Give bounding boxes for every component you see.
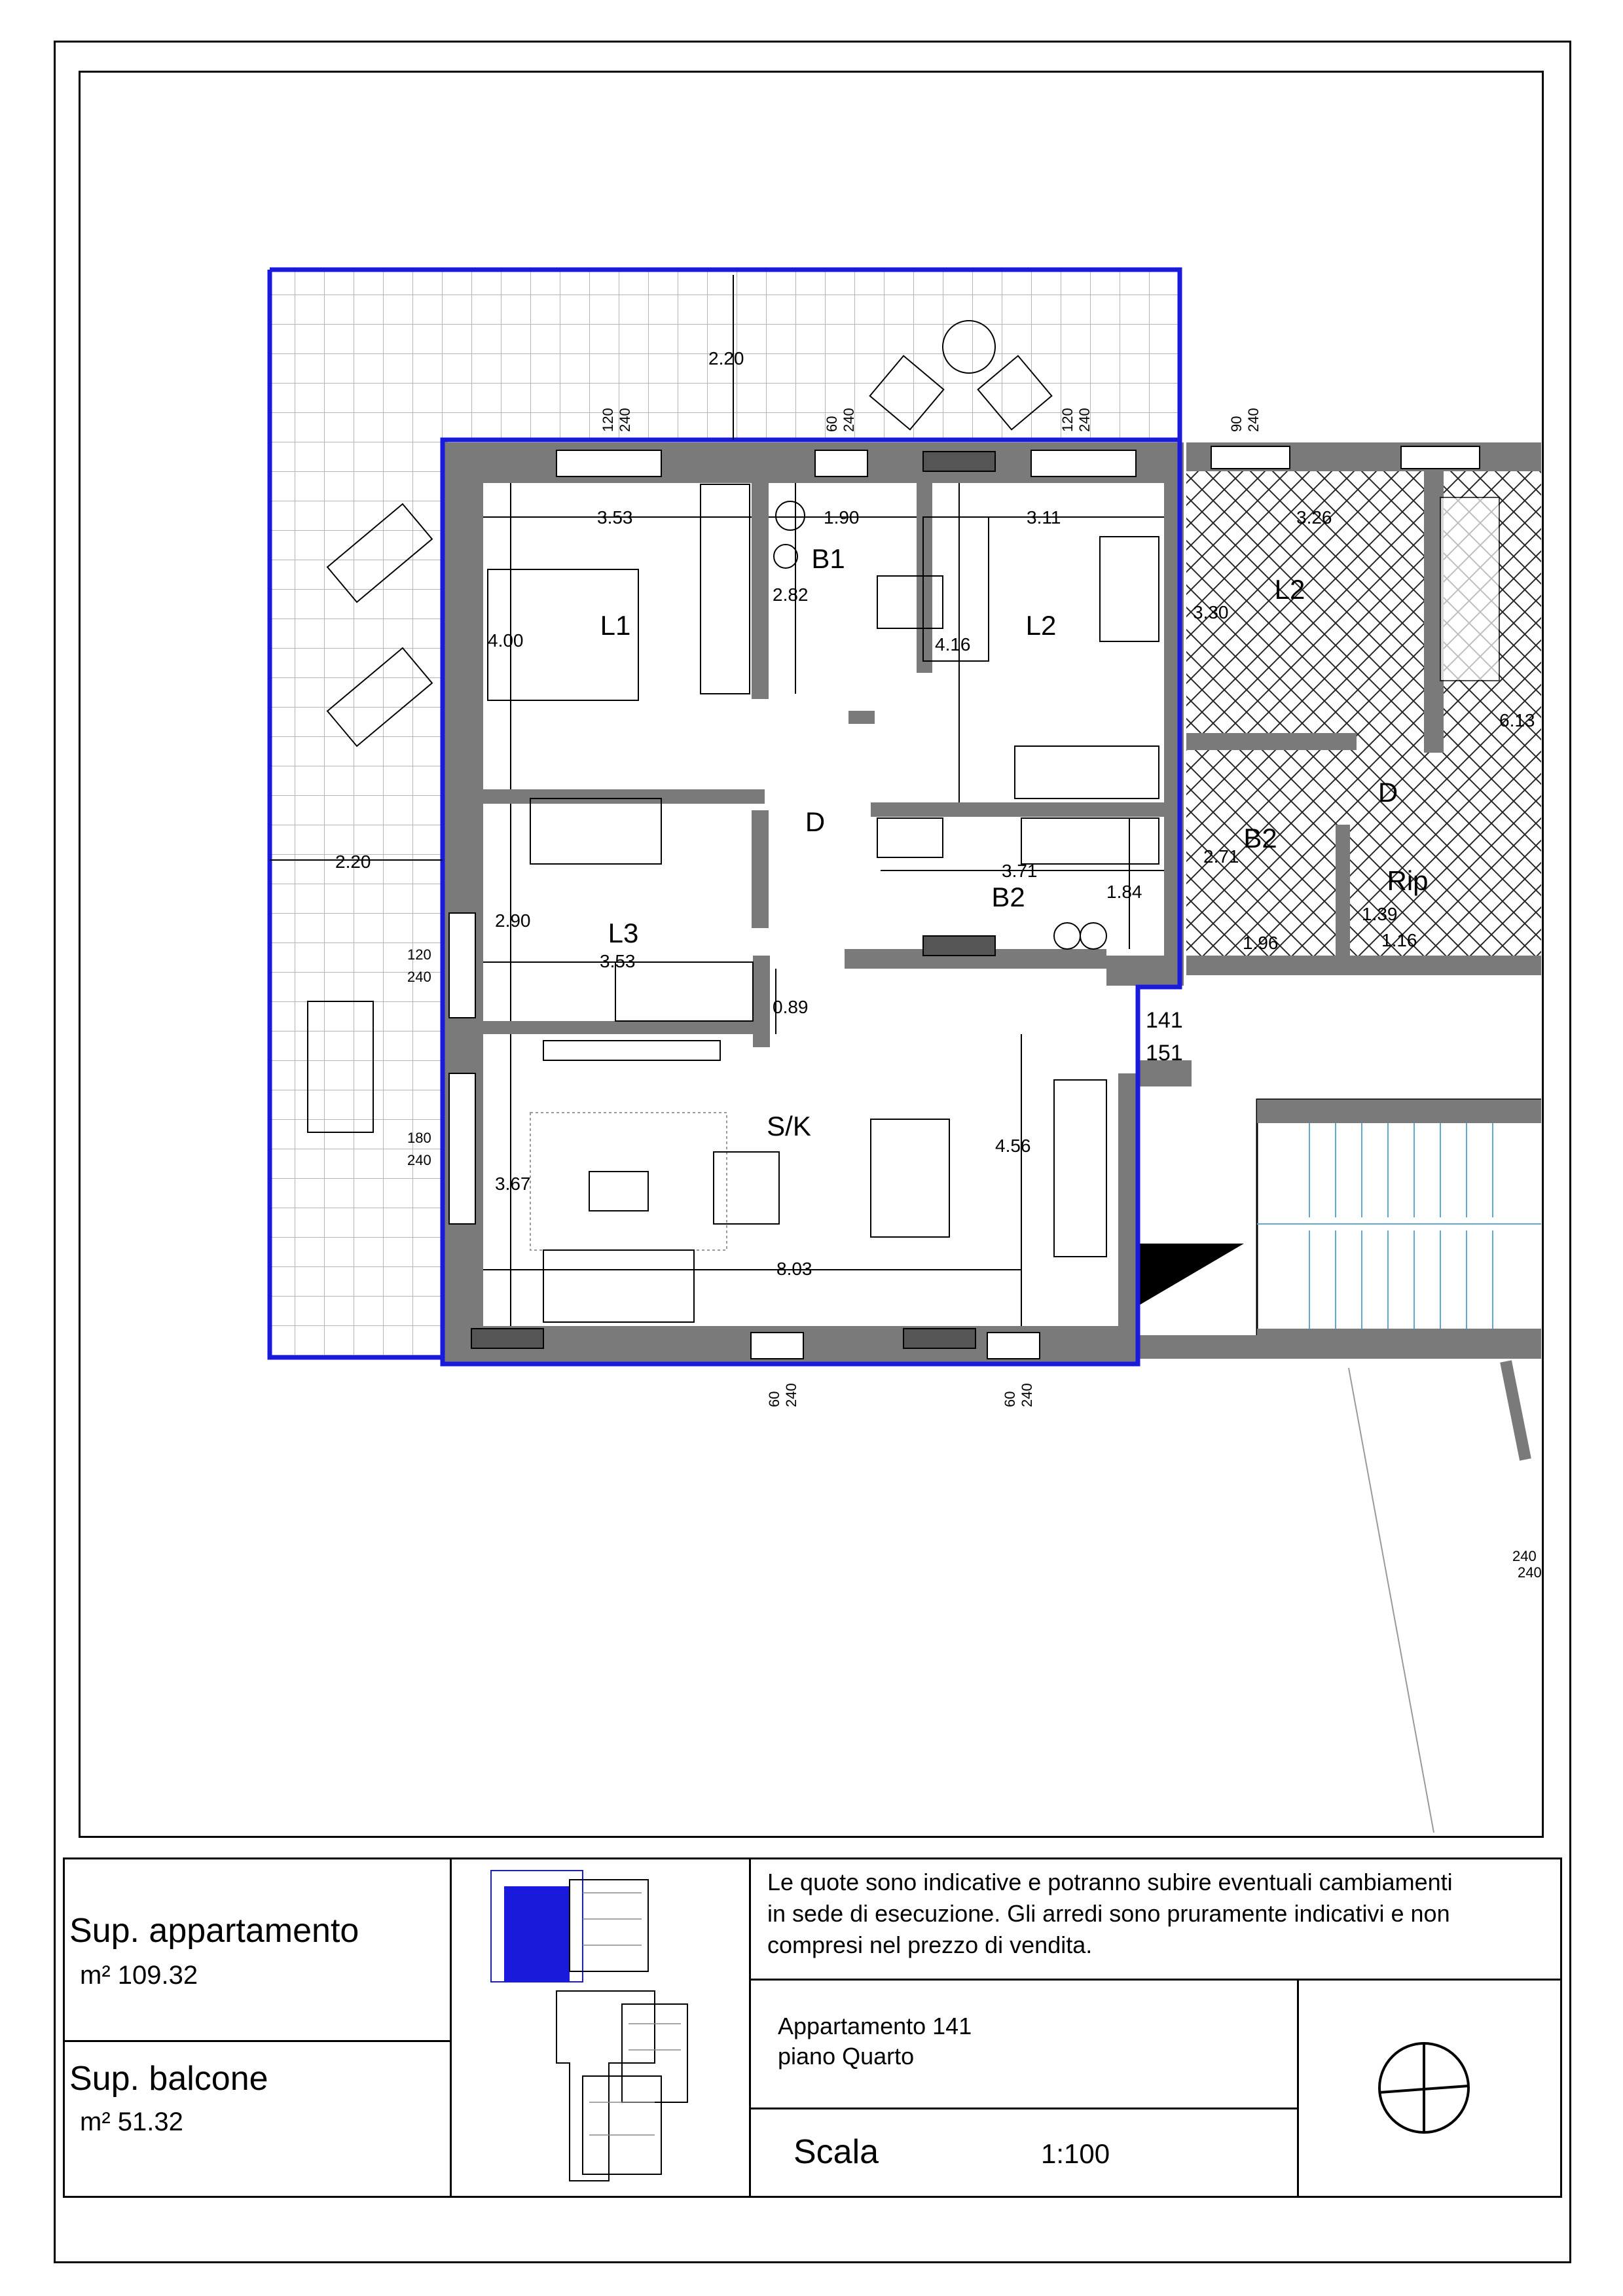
dim-l2-width: 3.11 — [1027, 507, 1061, 528]
scale-value: 1:100 — [1041, 2138, 1110, 2169]
apartment-number: Appartamento 141 — [778, 2013, 972, 2039]
dim-b2-height: 1.84 — [1106, 882, 1142, 902]
dim-l3-height: 2.90 — [495, 910, 531, 931]
neighbor-dim-5: 1.96 — [1243, 933, 1279, 953]
window-label: 90 — [1228, 416, 1245, 432]
dim-sk-width: 8.03 — [776, 1259, 812, 1279]
room-label-b1: B1 — [811, 543, 845, 574]
dim-l1-width: 3.53 — [597, 507, 633, 528]
neighbor-label-b2: B2 — [1243, 823, 1277, 853]
window-label: 60 — [824, 416, 840, 432]
window-label: 60 — [766, 1391, 782, 1407]
window-label: 240 — [407, 969, 431, 985]
neighbor-dim-2: 3.26 — [1296, 507, 1332, 528]
floor-label: piano Quarto — [778, 2043, 915, 2070]
apartment-walls — [443, 442, 1184, 1365]
dim-terrace-top: 2.20 — [708, 348, 744, 368]
neighbor-dim-6: 1.39 — [1362, 904, 1398, 924]
notes-line-1: Le quote sono indicative e potranno subire eventuali cambiamenti — [767, 1869, 1453, 1895]
dim-l3-width: 3.53 — [600, 951, 636, 971]
dim-b2-width: 3.71 — [1002, 861, 1038, 881]
notes-line-2: in sede di esecuzione. Gli arredi sono pruramente indicativi e non — [767, 1900, 1450, 1927]
neighbor-dim-4: 2.71 — [1203, 846, 1239, 867]
scale-label: Scala — [793, 2133, 879, 2171]
dim-l2-height: 4.16 — [935, 634, 971, 655]
neighbor-dim-1: 3.30 — [1193, 602, 1229, 622]
window-label: 240 — [617, 408, 633, 432]
sup-appartamento-value: m² 109.32 — [80, 1961, 198, 1990]
neighbor-apartment — [1186, 442, 1553, 975]
room-label-d: D — [805, 806, 826, 837]
north-arrow-icon — [1375, 2039, 1473, 2137]
room-label-b2: B2 — [991, 882, 1025, 912]
window-label: 240 — [1076, 408, 1093, 432]
stairwell — [1113, 1060, 1558, 1833]
window-label: 120 — [1059, 408, 1076, 432]
dim-sk-height-left: 3.67 — [495, 1174, 531, 1194]
sup-balcone-label: Sup. balcone — [69, 2060, 268, 2098]
dim-b1-height: 2.82 — [773, 584, 809, 605]
dim-closet-height: 0.89 — [773, 997, 809, 1017]
unit-number-151: 151 — [1146, 1041, 1183, 1066]
window-label: 180 — [407, 1130, 431, 1146]
window-label: 240 — [841, 408, 857, 432]
dim-b1-width: 1.90 — [824, 507, 860, 528]
dim-sk-height-right: 4.56 — [995, 1136, 1031, 1156]
room-label-l3: L3 — [608, 918, 639, 948]
room-label-l2: L2 — [1025, 610, 1057, 641]
sup-box-divider — [63, 1857, 452, 2042]
neighbor-label-d: D — [1377, 777, 1398, 808]
window-label: 240 — [783, 1383, 799, 1407]
dim-terrace-left: 2.20 — [335, 852, 371, 872]
window-label: 240 — [1245, 408, 1262, 432]
neighbor-label-rip: Rip — [1387, 865, 1429, 896]
room-label-sk: S/K — [767, 1111, 811, 1141]
neighbor-dim-3: 6.13 — [1499, 710, 1535, 730]
notes-line-3: compresi nel prezzo di vendita. — [767, 1931, 1093, 1958]
neighbor-label-l2: L2 — [1274, 574, 1305, 605]
window-label: 240 — [407, 1152, 431, 1168]
window-label: 240 — [1518, 1564, 1542, 1581]
room-label-l1: L1 — [600, 610, 631, 641]
unit-number-141: 141 — [1146, 1008, 1183, 1033]
key-plan — [458, 1867, 740, 2187]
window-label: 240 — [1512, 1548, 1537, 1564]
window-label: 120 — [600, 408, 616, 432]
sup-balcone-value: m² 51.32 — [80, 2108, 183, 2136]
neighbor-dim-7: 1.16 — [1381, 930, 1417, 950]
dim-l1-height: 4.00 — [488, 630, 524, 651]
window-label: 120 — [407, 946, 431, 963]
sup-appartamento-label: Sup. appartamento — [69, 1912, 359, 1950]
window-label: 240 — [1019, 1383, 1035, 1407]
window-label: 60 — [1002, 1391, 1018, 1407]
